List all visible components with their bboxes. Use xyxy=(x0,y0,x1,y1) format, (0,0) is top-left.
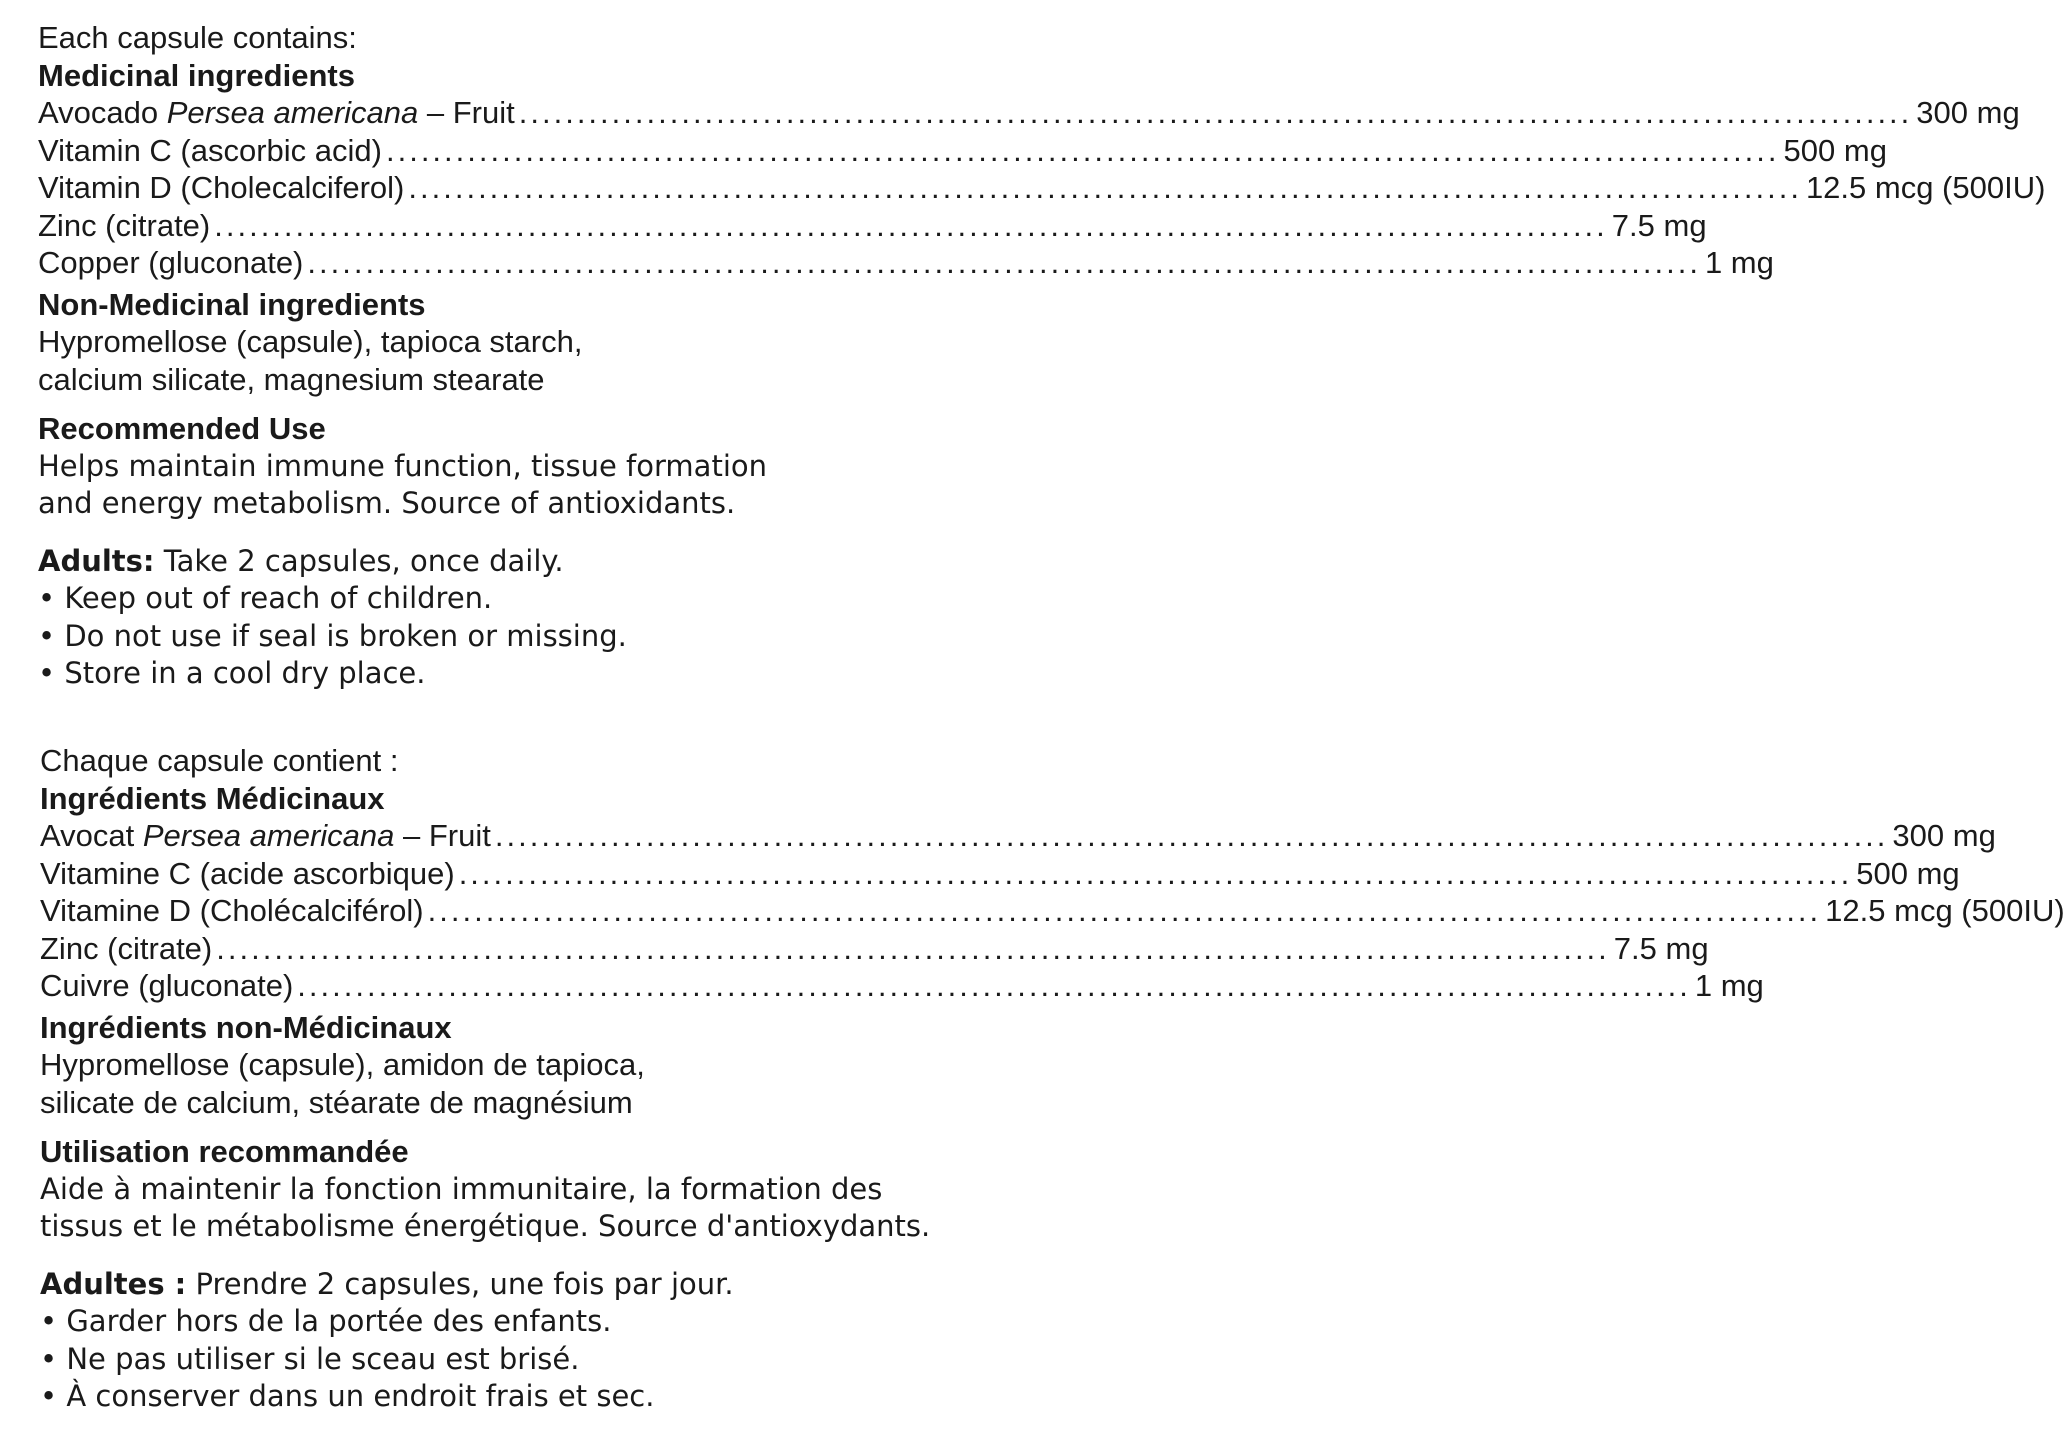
medicinal-heading: Ingrédients Médicinaux xyxy=(40,780,385,816)
dot-leader: ........................................................................................................................ xyxy=(518,95,1913,130)
ingredient-list xyxy=(38,94,2046,282)
ingredient-name: Vitamin C (ascorbic acid) xyxy=(38,132,382,168)
warning-item: • Ne pas utiliser si le sceau est brisé. xyxy=(40,1341,580,1376)
ingredient-amount: 500 mg xyxy=(1856,855,1960,891)
dot-leader: ........................................................................................................................ xyxy=(307,245,1701,280)
ingredient-name: Zinc (citrate) xyxy=(40,930,213,966)
recommended-use-heading: Utilisation recommandée xyxy=(40,1134,409,1169)
ingredient-name: Cuivre (gluconate) xyxy=(40,968,294,1003)
dot-leader: ........................................................................................................................ xyxy=(408,170,1802,205)
ingredient-row xyxy=(38,244,1774,282)
ingredient-row xyxy=(38,132,1887,170)
dosage-text: Prendre 2 capsules, une fois par jour. xyxy=(186,1266,734,1301)
ingredient-amount: 12.5 mcg (500IU) xyxy=(1825,893,2065,928)
dot-leader: ........................................................................................................................ xyxy=(214,207,1608,243)
dot-leader: ........................................................................................................................ xyxy=(385,132,1780,168)
non-medicinal-line: calcium silicate, magnesium stearate xyxy=(38,361,545,397)
english-section xyxy=(38,19,2046,693)
ingredient-row xyxy=(40,892,2065,930)
ingredient-name: Vitamin D (Cholecalciferol) xyxy=(38,170,405,205)
dosage-label: Adults: xyxy=(38,543,155,578)
non-medicinal-heading: Non-Medicinal ingredients xyxy=(38,286,426,322)
warning-item: • Keep out of reach of children. xyxy=(38,581,493,615)
ingredient-row xyxy=(40,930,1709,968)
dot-leader: ........................................................................................................................ xyxy=(216,930,1610,966)
warning-item: • Garder hors de la portée des enfants. xyxy=(40,1304,612,1338)
ingredient-row xyxy=(40,855,1960,893)
ingredient-name: Vitamine D (Cholécalciférol) xyxy=(40,893,424,928)
ingredient-amount: 7.5 mg xyxy=(1611,207,1707,243)
non-medicinal-line: Hypromellose (capsule), amidon de tapioca, xyxy=(40,1047,645,1082)
dosage-line xyxy=(38,543,868,581)
warning-item: • Store in a cool dry place. xyxy=(38,656,426,690)
recommended-use-heading: Recommended Use xyxy=(38,411,326,446)
non-medicinal-line: silicate de calcium, stéarate de magnésium xyxy=(40,1084,633,1120)
ingredient-amount: 300 mg xyxy=(1916,95,2020,130)
ingredient-name: Avocado Persea americana – Fruit xyxy=(38,95,515,130)
ingredient-name: Copper (gluconate) xyxy=(38,245,304,280)
warning-item: • À conserver dans un endroit frais et sec. xyxy=(40,1379,655,1413)
ingredient-row xyxy=(40,817,1996,855)
dot-leader: ........................................................................................................................ xyxy=(458,855,1853,891)
dot-leader: ........................................................................................................................ xyxy=(427,893,1822,928)
ingredient-row xyxy=(38,207,1707,245)
french-section xyxy=(40,742,2065,1416)
recommended-use-line: and energy metabolism. Source of antioxidants. xyxy=(38,486,736,520)
ingredient-amount: 300 mg xyxy=(1892,818,1996,853)
intro-text: Each capsule contains: xyxy=(38,20,357,55)
ingredient-name: Zinc (citrate) xyxy=(38,207,211,243)
ingredient-amount: 500 mg xyxy=(1783,132,1887,168)
ingredient-row xyxy=(38,169,2046,207)
ingredient-row xyxy=(38,94,2020,132)
dosage-text: Take 2 capsules, once daily. xyxy=(154,543,564,578)
dosage-label: Adultes : xyxy=(40,1266,187,1301)
medicinal-heading: Medicinal ingredients xyxy=(38,57,355,93)
ingredient-amount: 7.5 mg xyxy=(1613,930,1709,966)
ingredient-name: Vitamine C (acide ascorbique) xyxy=(40,855,455,891)
non-medicinal-heading: Ingrédients non-Médicinaux xyxy=(40,1009,452,1045)
ingredient-name: Avocat Persea americana – Fruit xyxy=(40,818,491,853)
recommended-use-line: Helps maintain immune function, tissue formation xyxy=(38,448,767,483)
warning-item: • Do not use if seal is broken or missing. xyxy=(38,618,627,653)
dot-leader: ........................................................................................................................ xyxy=(297,968,1691,1003)
non-medicinal-line: Hypromellose (capsule), tapioca starch, xyxy=(38,324,583,359)
dosage-line xyxy=(40,1266,900,1304)
intro-text: Chaque capsule contient : xyxy=(40,743,399,778)
ingredient-row xyxy=(40,967,1764,1005)
ingredient-amount: 1 mg xyxy=(1694,968,1764,1003)
ingredient-amount: 12.5 mcg (500IU) xyxy=(1805,170,2046,205)
ingredient-amount: 1 mg xyxy=(1704,245,1774,280)
recommended-use-line: Aide à maintenir la fonction immunitaire, la formation des xyxy=(40,1171,883,1206)
recommended-use-line: tissus et le métabolisme énergétique. Source d'antioxydants. xyxy=(40,1209,931,1243)
ingredient-list xyxy=(40,817,2065,1005)
dot-leader: ........................................................................................................................ xyxy=(494,818,1889,853)
